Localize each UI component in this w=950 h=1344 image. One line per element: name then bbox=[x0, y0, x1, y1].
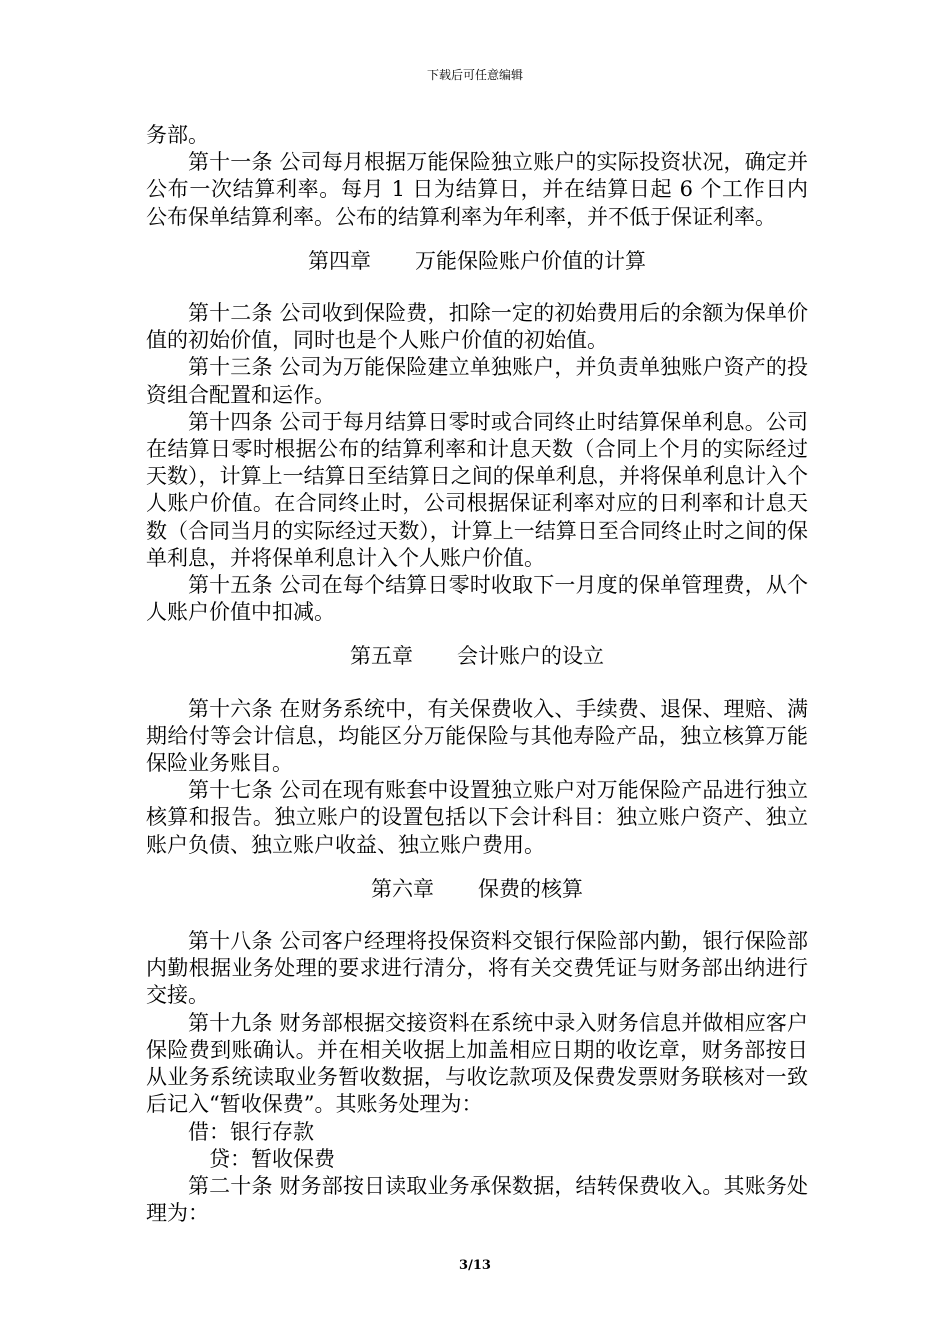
article-17: 第十七条 公司在现有账套中设置独立账户对万能保险产品进行独立核算和报告。独立账户的设置包括以下会计科目：独立账户资产、独立账户负债、独立账户收益、独立账户费用。 bbox=[146, 778, 808, 857]
page-number: 3/13 bbox=[459, 1258, 491, 1273]
article-12: 第十二条 公司收到保险费，扣除一定的初始费用后的余额为保单价值的初始价值，同时也是个人账户价值的初始值。 bbox=[146, 301, 808, 353]
chapter-5-title: 会计账户的设立 bbox=[457, 644, 604, 669]
article-14: 第十四条 公司于每月结算日零时或合同终止时结算保单利息。公司在结算日零时根据公布的结算利率和计息天数（合同上个月的实际经过天数），计算上一结算日至结算日之间的保单利息，并将保单利息计入个人账户价值。在合同终止时，公司根据保证利率对应的日利率和计息天数（合同当月的实际经过天数），计算上一结算日至合同终止时之间的保单利息，并将保单利息计入个人账户价值。 bbox=[146, 409, 808, 570]
article-15: 第十五条 公司在每个结算日零时收取下一月度的保单管理费，从个人账户价值中扣减。 bbox=[146, 573, 808, 625]
document-body bbox=[146, 122, 808, 1227]
chapter-4-heading bbox=[146, 248, 808, 275]
chapter-5-number: 第五章 bbox=[350, 644, 413, 669]
article-19: 第十九条 财务部根据交接资料在系统中录入财务信息并做相应客户保险费到账确认。并在相关收据上加盖相应日期的收讫章，财务部按日从业务系统读取业务暂收数据，与收讫款项及保费发票财务联核对一致后记入“暂收保费”。其账务处理为： bbox=[146, 1010, 808, 1117]
article-11: 第十一条 公司每月根据万能保险独立账户的实际投资状况，确定并公布一次结算利率。每月 1 日为结算日，并在结算日起 6 个工作日内公布保单结算利率。公布的结算利率为年利率，并不低于保证利率。 bbox=[146, 150, 808, 229]
chapter-6-title: 保费的核算 bbox=[478, 876, 583, 901]
journal-entry-credit: 贷：暂收保费 bbox=[209, 1146, 335, 1171]
chapter-6-number: 第六章 bbox=[371, 876, 434, 901]
chapter-6-heading bbox=[146, 876, 808, 903]
chapter-5-heading bbox=[146, 643, 808, 670]
article-16: 第十六条 在财务系统中，有关保费收入、手续费、退保、理赔、满期给付等会计信息，均能区分万能保险与其他寿险产品，独立核算万能保险业务账目。 bbox=[146, 696, 808, 776]
journal-entry-debit: 借：银行存款 bbox=[188, 1119, 314, 1144]
article-13: 第十三条 公司为万能保险建立单独账户，并负责单独账户资产的投资组合配置和运作。 bbox=[146, 355, 808, 407]
paragraph-continuation: 务部。 bbox=[146, 123, 209, 147]
page-header: 下载后可任意编辑 bbox=[426, 68, 523, 82]
article-18: 第十八条 公司客户经理将投保资料交银行保险部内勤，银行保险部内勤根据业务处理的要求进行清分，将有关交费凭证与财务部出纳进行交接。 bbox=[146, 929, 808, 1008]
chapter-4-title: 万能保险账户价值的计算 bbox=[415, 248, 646, 273]
chapter-4-number: 第四章 bbox=[308, 248, 371, 273]
article-20: 第二十条 财务部按日读取业务承保数据，结转保费收入。其账务处理为： bbox=[146, 1173, 808, 1226]
